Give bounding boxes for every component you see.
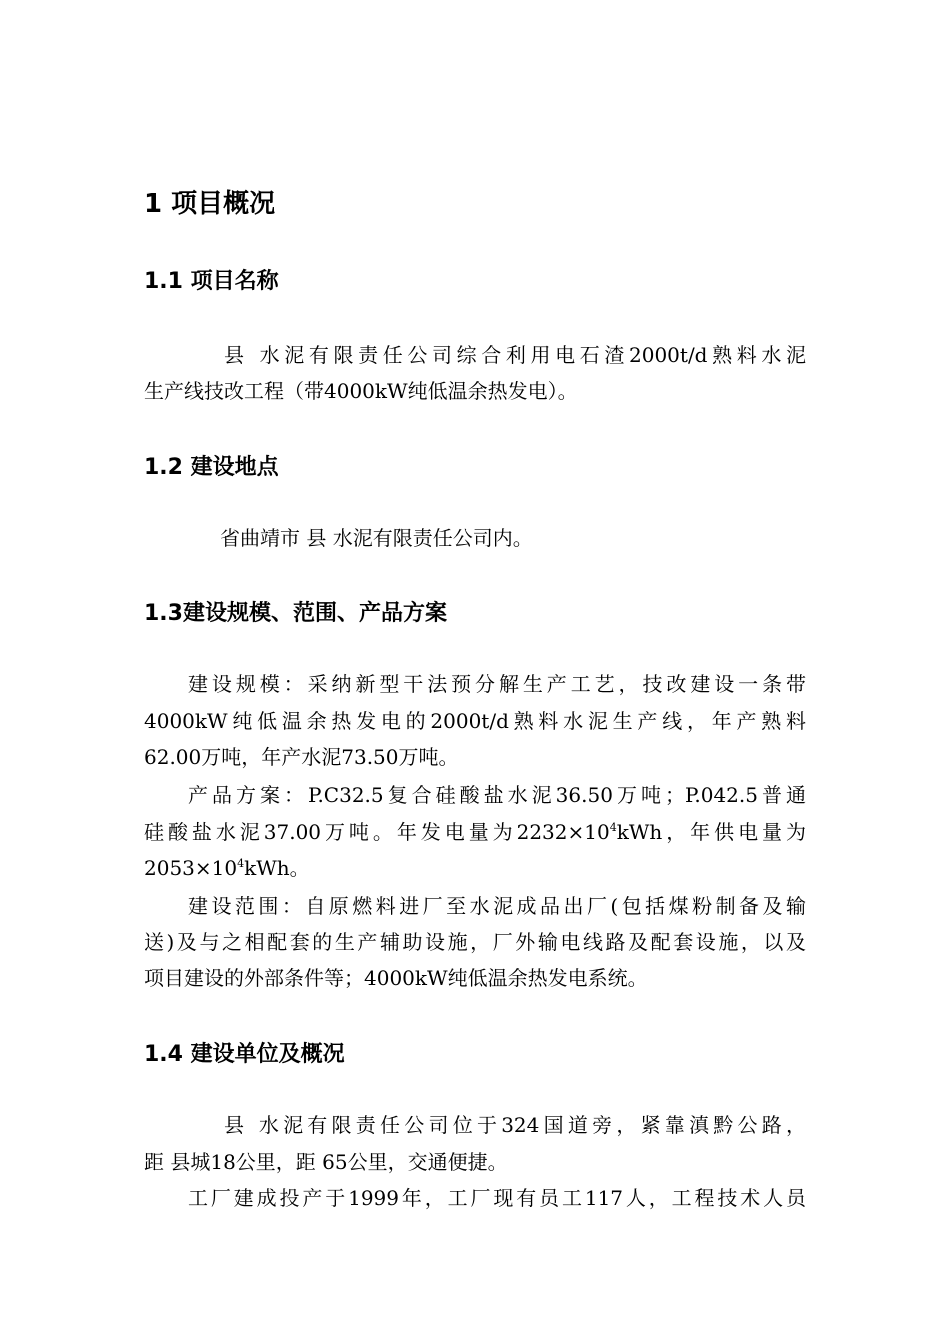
- paragraph-line: 县 水泥有限责任公司位于324国道旁，紧靠滇黔公路，: [224, 1113, 806, 1137]
- paragraph-line: 工厂建成投产于1999年，工厂现有员工117人，工程技术人员: [188, 1186, 806, 1210]
- paragraph-line: 62.00万吨，年产水泥73.50万吨。: [144, 745, 459, 769]
- chapter-heading: 1 项目概况: [144, 189, 276, 219]
- section-heading-scale: 1.3建设规模、范围、产品方案: [144, 601, 447, 626]
- section-heading-project-name: 1.1 项目名称: [144, 269, 279, 294]
- paragraph-line: 项目建设的外部条件等；4000kW纯低温余热发电系统。: [144, 966, 648, 990]
- paragraph-line: 建设规模：采纳新型干法预分解生产工艺，技改建设一条带: [188, 672, 806, 696]
- paragraph-line: 4000kW纯低温余热发电的2000t/d熟料水泥生产线，年产熟料: [144, 709, 806, 733]
- paragraph-line: 产品方案：P.C32.5复合硅酸盐水泥36.50万吨；P.042.5普通: [188, 783, 806, 807]
- paragraph-line: 距 县城18公里，距 65公里，交通便捷。: [144, 1150, 508, 1174]
- paragraph-line: 送)及与之相配套的生产辅助设施，厂外输电线路及配套设施，以及: [144, 930, 806, 954]
- section-heading-company: 1.4 建设单位及概况: [144, 1042, 345, 1067]
- paragraph-line: 建设范围：自原燃料进厂至水泥成品出厂(包括煤粉制备及输: [188, 894, 806, 918]
- paragraph-line: 生产线技改工程（带4000kW纯低温余热发电）。: [144, 379, 578, 403]
- section-heading-location: 1.2 建设地点: [144, 455, 279, 480]
- paragraph-line: 硅酸盐水泥37.00万吨。年发电量为$2232\times 10^4kWh$，年供电量为: [144, 820, 806, 844]
- paragraph-line: $2053\times 10^4kWh$。: [144, 856, 310, 880]
- paragraph-line: 县 水泥有限责任公司综合利用电石渣2000t/d熟料水泥: [224, 343, 806, 367]
- paragraph-line: 省曲靖市 县 水泥有限责任公司内。: [220, 526, 533, 550]
